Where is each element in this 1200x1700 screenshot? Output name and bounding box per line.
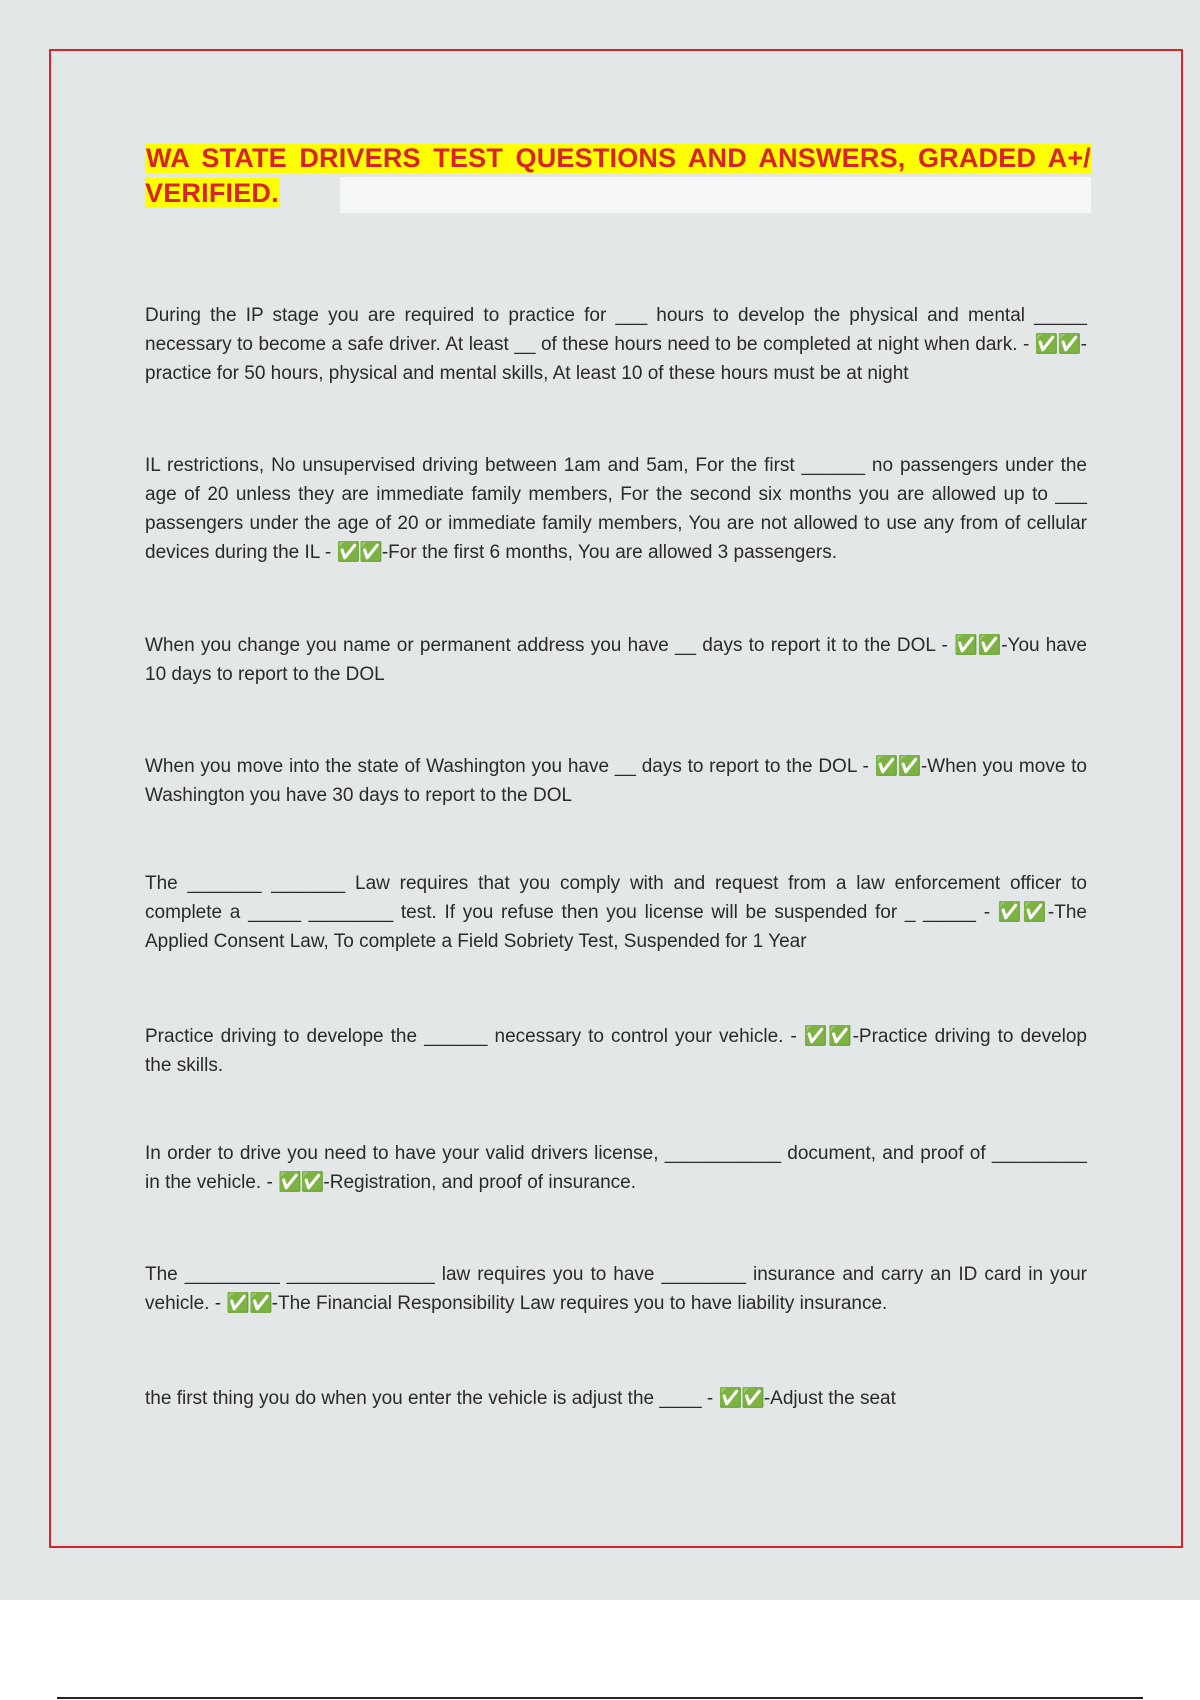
answer-text: -For the first 6 months, You are allowed 3 passengers.	[381, 542, 838, 563]
check-mark-icon: ✅✅	[954, 635, 1002, 656]
question-text: When you move into the state of Washington you have __ days to report to the DOL -	[145, 756, 869, 777]
answer-text: -The Applied Consent Law, To complete a Field Sobriety Test, Suspended for 1 Year	[145, 902, 1087, 952]
check-mark-icon: ✅✅	[1034, 334, 1081, 355]
qa-item-2	[145, 451, 1087, 567]
question-text: The _________ ______________ law requires you to have ________ insurance and carry an ID card in your vehicle. -	[145, 1264, 1087, 1314]
question-text: When you change you name or permanent address you have __ days to report it to the DOL -	[145, 635, 948, 656]
check-mark-icon: ✅✅	[997, 902, 1048, 923]
title-text: WA STATE DRIVERS TEST QUESTIONS AND ANSWERS, GRADED A+/ VERIFIED.	[145, 143, 1091, 208]
question-text: The _______ _______ Law requires that you comply with and request from a law enforcement officer to complete a _____ ________ test. If you refuse then you license will be suspended for _ _____ -	[145, 873, 1087, 923]
qa-item-8	[145, 1260, 1087, 1318]
answer-text: -When you move to Washington you have 30 days to report to the DOL	[145, 756, 1087, 806]
check-mark-icon: ✅✅	[226, 1293, 272, 1314]
check-mark-icon: ✅✅	[803, 1026, 853, 1047]
question-text: Practice driving to develope the ______ necessary to control your vehicle. -	[145, 1026, 797, 1047]
question-text: During the IP stage you are required to practice for ___ hours to develop the physical and mental _____ necessary to become a safe driver. At least __ of these hours need to be completed at night when dark. -	[145, 305, 1087, 355]
qa-item-5	[145, 869, 1087, 956]
question-text: the first thing you do when you enter the vehicle is adjust the ____ -	[145, 1388, 714, 1409]
question-text: IL restrictions, No unsupervised driving between 1am and 5am, For the first ______ no passengers under the age of 20 unless they are immediate family members, For the second six months you are allowed up to ___ passengers under the age of 20 or immediate family members, You are not allowed to use any from of cellular devices during the IL -	[145, 455, 1087, 563]
qa-item-4	[145, 752, 1087, 810]
answer-text: -Registration, and proof of insurance.	[323, 1172, 637, 1193]
document-title	[145, 141, 1091, 211]
check-mark-icon: ✅✅	[874, 756, 921, 777]
check-mark-icon: ✅✅	[718, 1388, 764, 1409]
answer-text: -Practice driving to develop the skills.	[145, 1026, 1087, 1076]
check-mark-icon: ✅✅	[336, 542, 382, 563]
footer-divider	[57, 1697, 1143, 1699]
answer-text: -You have 10 days to report to the DOL	[145, 635, 1087, 685]
qa-item-3	[145, 631, 1087, 689]
qa-item-7	[145, 1139, 1087, 1197]
answer-text: -practice for 50 hours, physical and mental skills, At least 10 of these hours must be at night	[145, 334, 1087, 384]
check-mark-icon: ✅✅	[278, 1172, 324, 1193]
answer-text: -Adjust the seat	[763, 1388, 896, 1409]
answer-text: -The Financial Responsibility Law requires you to have liability insurance.	[271, 1293, 888, 1314]
qa-item-6	[145, 1022, 1087, 1080]
qa-item-1	[145, 301, 1087, 388]
qa-item-9	[145, 1384, 1087, 1413]
question-text: In order to drive you need to have your valid drivers license, ___________ document, and proof of _________ in the vehicle. -	[145, 1143, 1087, 1193]
